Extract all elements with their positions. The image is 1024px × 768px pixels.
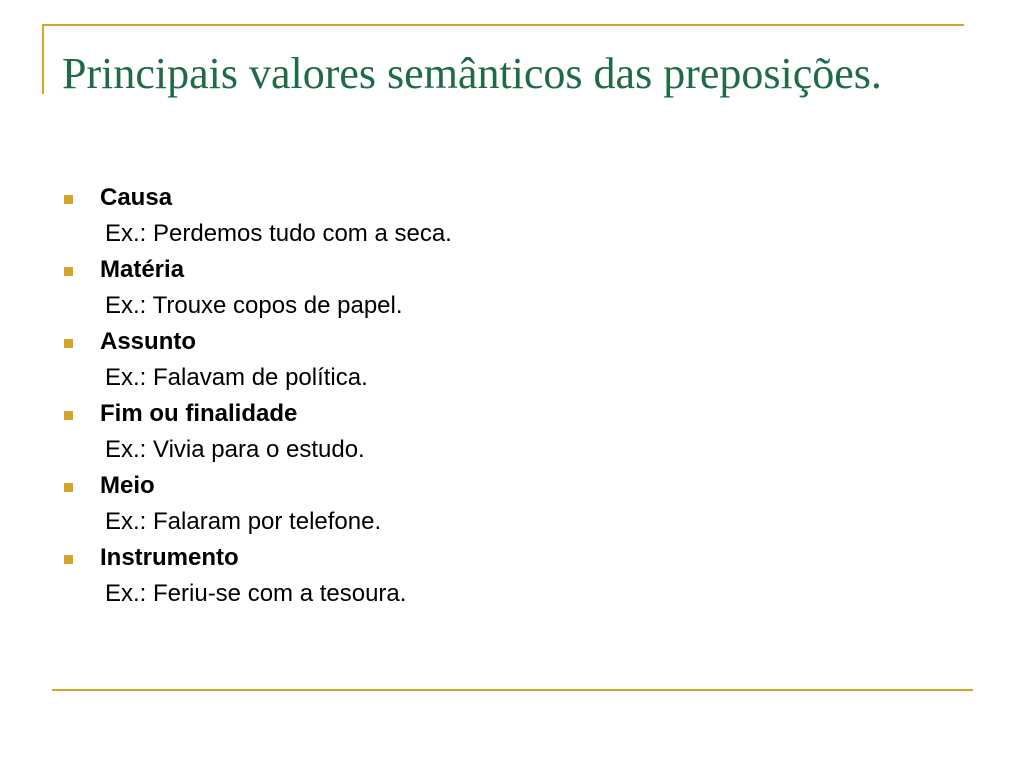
list-item-instrumento [60, 540, 452, 612]
square-bullet-icon [64, 483, 73, 492]
example-text: Ex.: Feriu-se com a tesoura. [105, 580, 407, 607]
term-line [60, 396, 452, 432]
list-item-materia [60, 252, 452, 324]
example-text: Ex.: Falavam de política. [105, 364, 368, 391]
example-text: Ex.: Perdemos tudo com a seca. [105, 220, 452, 247]
term-label: Fim ou finalidade [100, 400, 298, 427]
square-bullet-icon [64, 339, 73, 348]
term-line [60, 540, 452, 576]
example-text: Ex.: Falaram por telefone. [105, 508, 382, 535]
term-label: Assunto [100, 328, 196, 355]
list-item-meio [60, 468, 452, 540]
slide-title: Principais valores semânticos das preposições. [62, 49, 882, 98]
list-item-causa [60, 180, 452, 252]
top-frame-line [42, 24, 964, 26]
square-bullet-icon [64, 267, 73, 276]
term-label: Meio [100, 472, 155, 499]
square-bullet-icon [64, 555, 73, 564]
example-text: Ex.: Trouxe copos de papel. [105, 292, 403, 319]
term-line [60, 324, 452, 360]
left-frame-line [42, 24, 44, 94]
term-label: Matéria [100, 256, 185, 283]
list-item-fim-ou-finalidade [60, 396, 452, 468]
bottom-rule-line [52, 689, 973, 691]
square-bullet-icon [64, 411, 73, 420]
term-line [60, 180, 452, 216]
square-bullet-icon [64, 195, 73, 204]
list-item-assunto [60, 324, 452, 396]
term-label: Causa [100, 184, 173, 211]
term-label: Instrumento [100, 544, 239, 571]
term-line [60, 252, 452, 288]
semantic-values-list [60, 180, 452, 612]
term-line [60, 468, 452, 504]
example-text: Ex.: Vivia para o estudo. [105, 436, 365, 463]
